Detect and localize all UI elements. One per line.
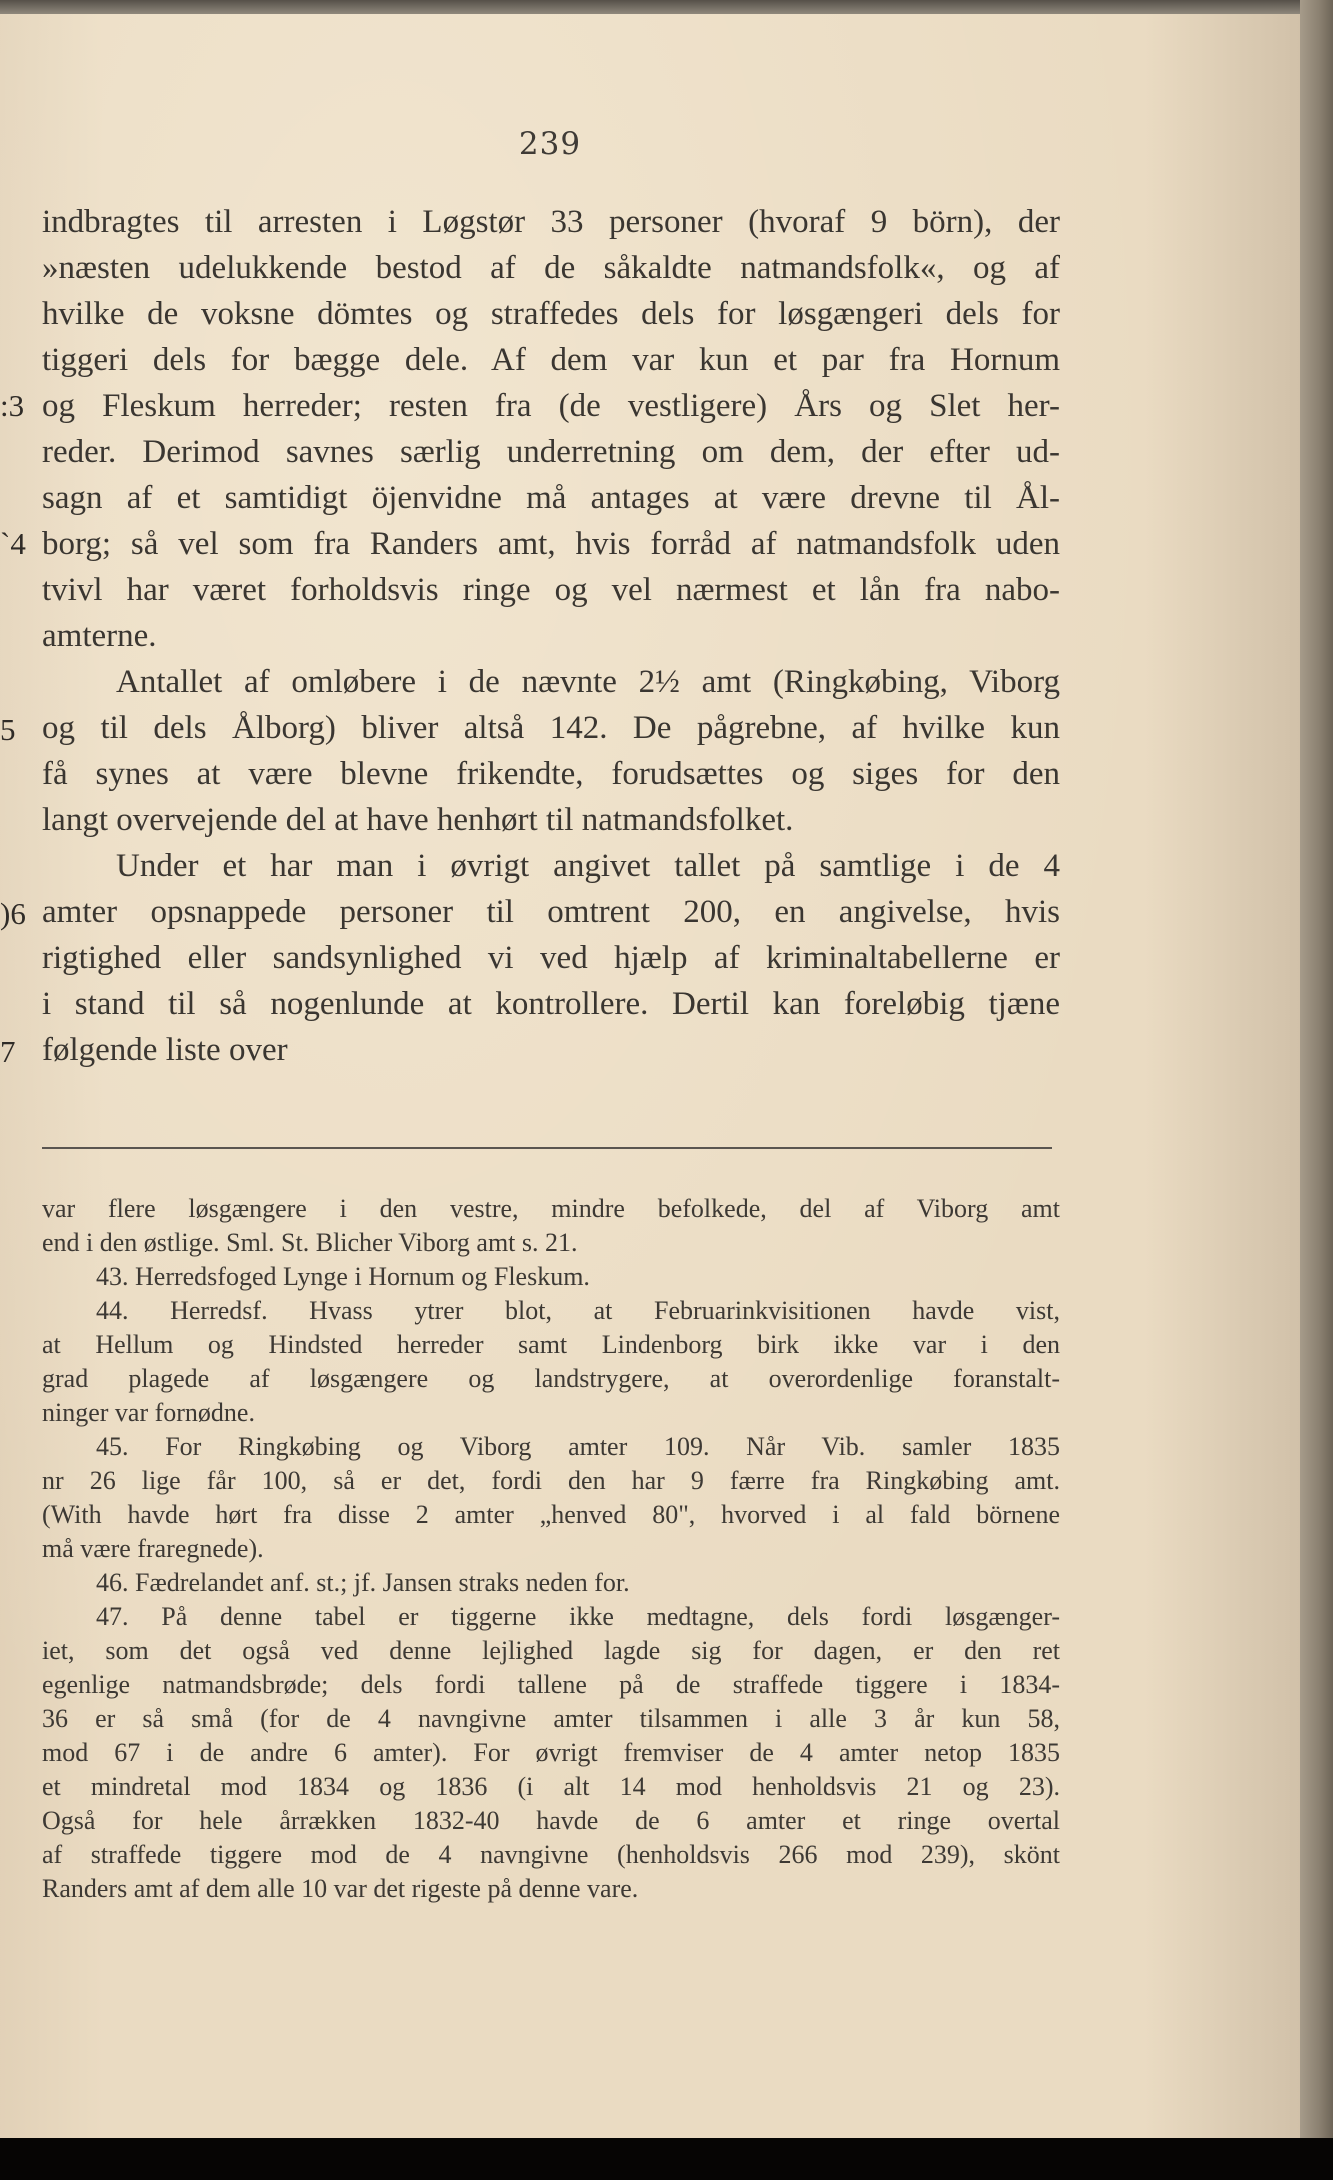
text-line: og til dels Ålborg) bliver altså 142. De pågrebne, af hvilke kun	[42, 710, 1060, 746]
margin-note-number: `4	[0, 526, 26, 561]
margin-note-number: )6	[0, 896, 26, 931]
margin-note-number: 7	[0, 1034, 16, 1069]
footnote-line: mod 67 i de andre 6 amter). For øvrigt fremviser de 4 amter netop 1835	[42, 1738, 1060, 1767]
text-line: og Fleskum herreder; resten fra (de vestligere) Års og Slet her-	[42, 388, 1060, 424]
footnote-line: at Hellum og Hindsted herreder samt Lindenborg birk ikke var i den	[42, 1330, 1060, 1359]
page-number: 239	[518, 126, 582, 162]
footnote-line: end i den østlige. Sml. St. Blicher Viborg amt s. 21.	[42, 1228, 578, 1257]
text-line: amterne.	[42, 618, 157, 654]
footnote-line: 36 er så små (for de 4 navngivne amter tilsammen i alle 3 år kun 58,	[42, 1704, 1060, 1733]
scan-top-edge	[0, 0, 1333, 14]
book-page	[0, 14, 1300, 2138]
text-line: tiggeri dels for bægge dele. Af dem var kun et par fra Hornum	[42, 342, 1060, 378]
book-spine-edge	[1300, 0, 1333, 2180]
footnote-separator	[42, 1147, 1052, 1149]
text-line: langt overvejende del at have henhørt til natmandsfolket.	[42, 802, 794, 838]
text-line: »næsten udelukkende bestod af de såkaldte natmandsfolk«, og af	[42, 250, 1060, 286]
text-line: i stand til så nogenlunde at kontrollere. Dertil kan foreløbig tjæne	[42, 986, 1060, 1022]
footnote-line: må være fraregnede).	[42, 1534, 264, 1563]
paragraph-first-line: Antallet af omløbere i de nævnte 2½ amt (Ringkøbing, Viborg	[116, 664, 1060, 700]
text-line: rigtighed eller sandsynlighed vi ved hjælp af kriminaltabellerne er	[42, 940, 1060, 976]
footnote-line: iet, som det også ved denne lejlighed lagde sig for dagen, er den ret	[42, 1636, 1060, 1665]
footnote-line: nr 26 lige får 100, så er det, fordi den har 9 færre fra Ringkøbing amt.	[42, 1466, 1060, 1495]
text-line: borg; så vel som fra Randers amt, hvis forråd af natmandsfolk uden	[42, 526, 1060, 562]
footnote-line: var flere løsgængere i den vestre, mindre befolkede, del af Viborg amt	[42, 1194, 1060, 1223]
scan-bottom-edge	[0, 2138, 1333, 2180]
footnote-line: et mindretal mod 1834 og 1836 (i alt 14 mod henholdsvis 21 og 23).	[42, 1772, 1060, 1801]
paragraph-first-line: Under et har man i øvrigt angivet tallet på samtlige i de 4	[116, 848, 1060, 884]
footnote-45: 45. For Ringkøbing og Viborg amter 109. Når Vib. samler 1835	[96, 1432, 1060, 1461]
footnote-44: 44. Herredsf. Hvass ytrer blot, at Februarinkvisitionen havde vist,	[96, 1296, 1060, 1325]
footnote-line: Også for hele årrækken 1832-40 havde de 6 amter et ringe overtal	[42, 1806, 1060, 1835]
footnote-46: 46. Fædrelandet anf. st.; jf. Jansen straks neden for.	[96, 1568, 630, 1597]
footnote-line: egenlige natmandsbrøde; dels fordi tallene på de straffede tiggere i 1834-	[42, 1670, 1060, 1699]
footnote-line: Randers amt af dem alle 10 var det rigeste på denne vare.	[42, 1874, 639, 1903]
text-line: følgende liste over	[42, 1032, 288, 1068]
footnote-line: grad plagede af løsgængere og landstrygere, at overordenlige foranstalt-	[42, 1364, 1060, 1393]
text-line: reder. Derimod savnes særlig underretning om dem, der efter ud-	[42, 434, 1060, 470]
margin-note-number: :3	[0, 388, 25, 423]
footnote-43: 43. Herredsfoged Lynge i Hornum og Fleskum.	[96, 1262, 590, 1291]
text-line: amter opsnappede personer til omtrent 200, en angivelse, hvis	[42, 894, 1060, 930]
text-line: indbragtes til arresten i Løgstør 33 personer (hvoraf 9 börn), der	[42, 204, 1060, 240]
text-line: sagn af et samtidigt öjenvidne må antages at være drevne til Ål-	[42, 480, 1060, 516]
footnote-line: af straffede tiggere mod de 4 navngivne (henholdsvis 266 mod 239), skönt	[42, 1840, 1060, 1869]
text-line: få synes at være blevne frikendte, forudsættes og siges for den	[42, 756, 1060, 792]
margin-note-number: 5	[0, 712, 16, 747]
footnote-line: ninger var fornødne.	[42, 1398, 255, 1427]
footnote-47: 47. På denne tabel er tiggerne ikke medtagne, dels fordi løsgænger-	[96, 1602, 1060, 1631]
text-line: hvilke de voksne dömtes og straffedes dels for løsgængeri dels for	[42, 296, 1060, 332]
footnote-line: (With havde hørt fra disse 2 amter „henved 80", hvorved i al fald börnene	[42, 1500, 1060, 1529]
text-line: tvivl har været forholdsvis ringe og vel nærmest et lån fra nabo-	[42, 572, 1060, 608]
